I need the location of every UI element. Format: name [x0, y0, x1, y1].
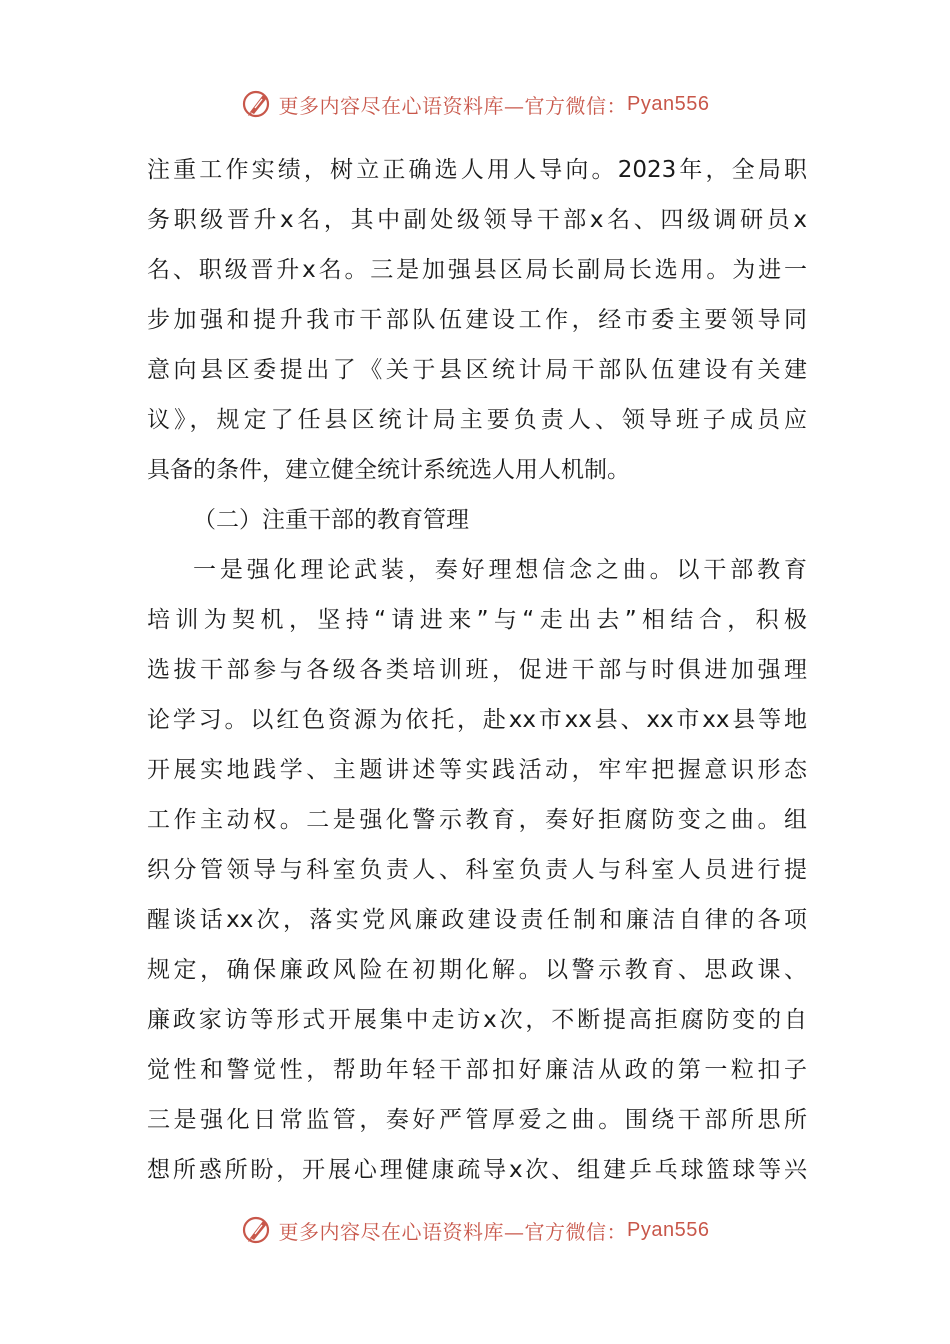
- pen-nib-logo-icon: [241, 1213, 275, 1247]
- header-banner-text: 更多内容尽在心语资料库—官方微信：: [278, 93, 628, 118]
- section-heading: （二）注重干部的教育管理: [193, 507, 469, 533]
- text-line: 工作主动权。二是强化警示教育，奏好拒腐防变之曲。组: [147, 807, 807, 833]
- text-line: 规定，确保廉政风险在初期化解。以警示教育、思政课、: [147, 957, 807, 983]
- text-line: 廉政家访等形式开展集中走访x次，不断提高拒腐防变的自: [147, 1007, 807, 1033]
- text-line: 务职级晋升x名，其中副处级领导干部x名、四级调研员x: [147, 207, 807, 233]
- text-line: 织分管领导与科室负责人、科室负责人与科室人员进行提: [147, 857, 807, 883]
- footer-wechat-id: Pyan556: [627, 1218, 710, 1241]
- text-line: 一是强化理论武装，奏好理想信念之曲。以干部教育: [193, 557, 807, 583]
- body-text: [147, 145, 807, 1195]
- text-line: 步加强和提升我市干部队伍建设工作，经市委主要领导同: [147, 307, 807, 333]
- text-line: 醒谈话xx次，落实党风廉政建设责任制和廉洁自律的各项: [147, 907, 807, 933]
- text-line: 注重工作实绩，树立正确选人用人导向。2023年，全局职: [147, 157, 807, 183]
- text-line: 选拔干部参与各级各类培训班，促进干部与时俱进加强理: [147, 657, 807, 683]
- text-line: 三是强化日常监管，奏好严管厚爱之曲。围绕干部所思所: [147, 1107, 807, 1133]
- text-line: 培训为契机，坚持“请进来”与“走出去”相结合，积极: [147, 607, 807, 633]
- text-line: 具备的条件，建立健全统计系统选人用人机制。: [147, 457, 630, 483]
- text-line: 想所惑所盼，开展心理健康疏导x次、组建乒乓球篮球等兴: [147, 1157, 807, 1183]
- text-line: 论学习。以红色资源为依托，赴xx市xx县、xx市xx县等地: [147, 707, 807, 733]
- header-watermark-banner: [0, 84, 950, 124]
- footer-banner-text: 更多内容尽在心语资料库—官方微信：: [278, 1219, 628, 1244]
- text-line: 意向县区委提出了《关于县区统计局干部队伍建设有关建: [147, 357, 807, 383]
- text-line: 觉性和警觉性，帮助年轻干部扣好廉洁从政的第一粒扣子: [147, 1057, 807, 1083]
- footer-watermark-banner: [0, 1210, 950, 1250]
- header-wechat-id: Pyan556: [627, 92, 710, 115]
- text-line: 名、职级晋升x名。三是加强县区局长副局长选用。为进一: [147, 257, 807, 283]
- text-line: 议》，规定了任县区统计局主要负责人、领导班子成员应: [147, 407, 807, 433]
- pen-nib-logo-icon: [241, 87, 275, 121]
- text-line: 开展实地践学、主题讲述等实践活动，牢牢把握意识形态: [147, 757, 807, 783]
